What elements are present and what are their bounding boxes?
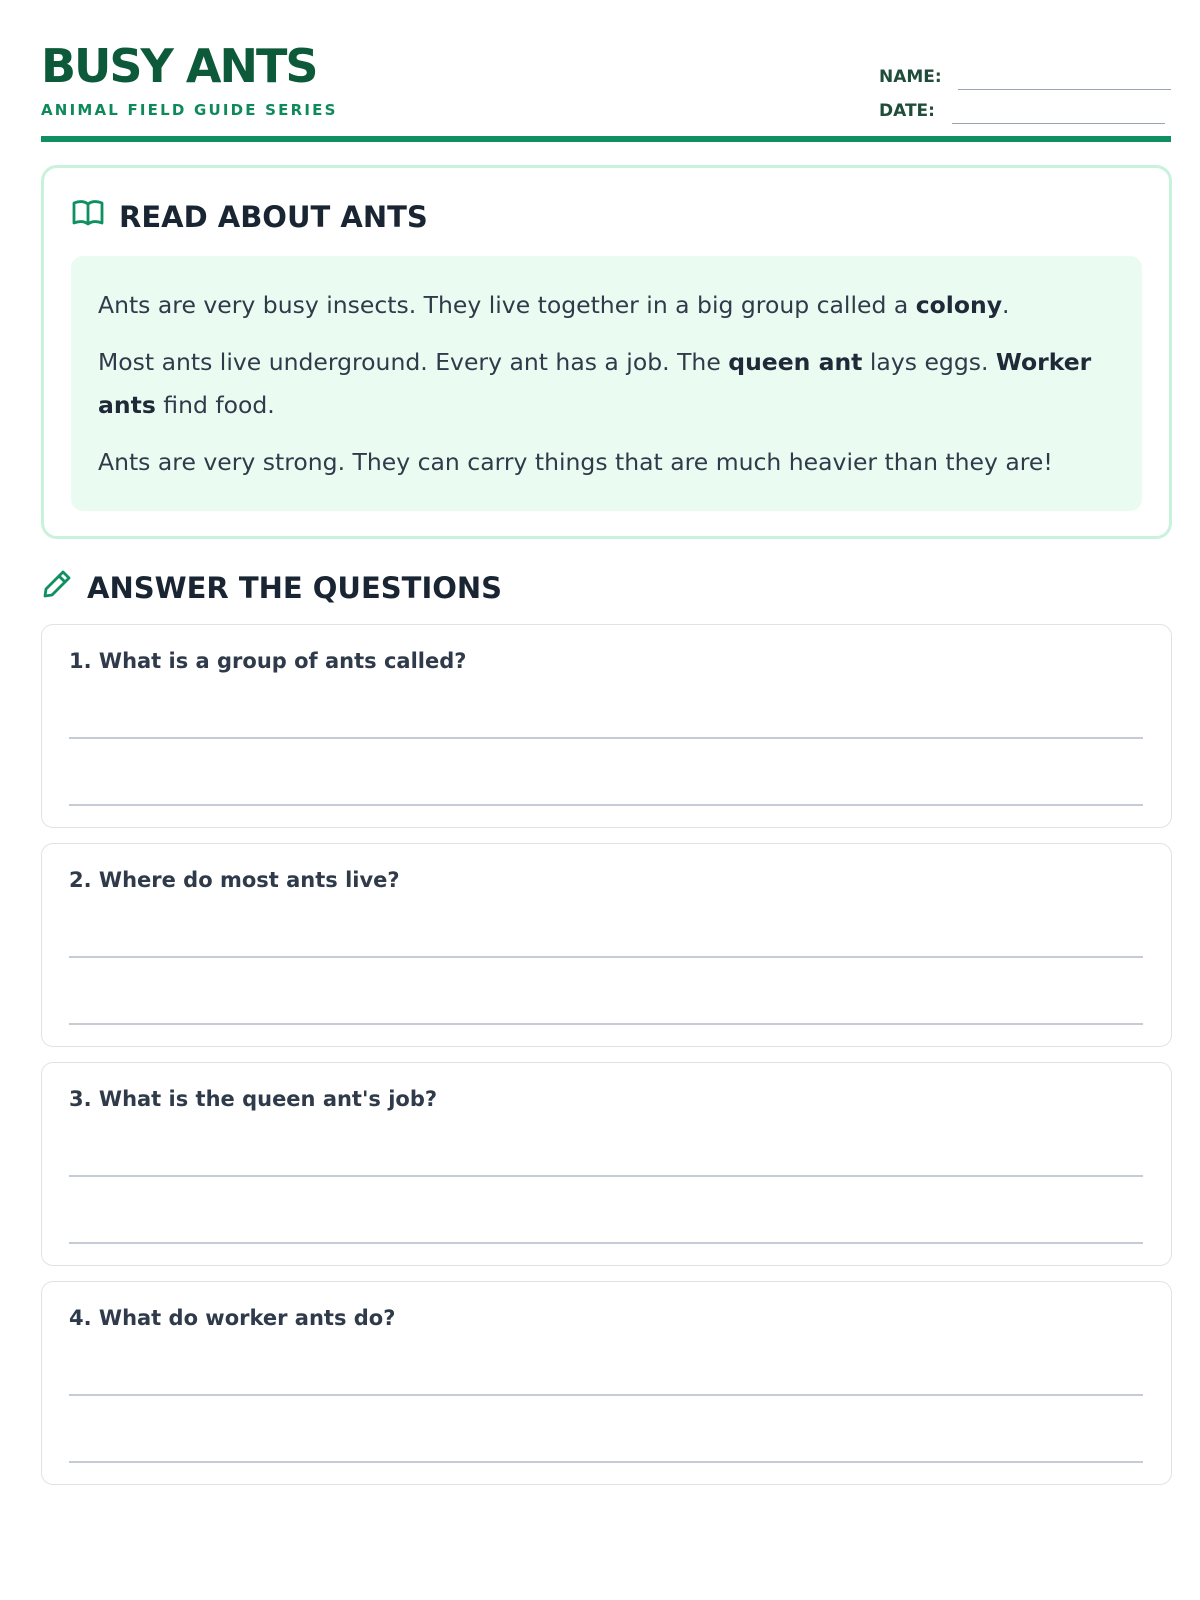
questions-heading-text: ANSWER THE QUESTIONS bbox=[87, 570, 503, 605]
question-text: 2. Where do most ants live? bbox=[69, 868, 400, 892]
p2-text: Most ants live underground. Every ant has a job. The bbox=[98, 348, 729, 376]
reading-passage bbox=[71, 256, 1142, 511]
answer-line[interactable] bbox=[69, 1242, 1143, 1244]
p2-end: find food. bbox=[155, 391, 275, 419]
keyword-worker-ants: Worker ants bbox=[98, 348, 1092, 419]
worksheet-subtitle: ANIMAL FIELD GUIDE SERIES bbox=[41, 101, 338, 119]
passage-paragraph-1 bbox=[98, 284, 1115, 327]
p1-text: Ants are very busy insects. They live together in a big group called a bbox=[98, 291, 916, 319]
date-row bbox=[879, 98, 1171, 124]
worksheet-title: BUSY ANTS bbox=[41, 39, 317, 93]
p2-middle: lays eggs. bbox=[862, 348, 996, 376]
question-text: 4. What do worker ants do? bbox=[69, 1306, 396, 1330]
worksheet-header bbox=[41, 38, 1171, 142]
answer-line[interactable] bbox=[69, 1461, 1143, 1463]
p1-end: . bbox=[1002, 291, 1010, 319]
reading-section bbox=[41, 165, 1172, 539]
answer-line[interactable] bbox=[69, 1175, 1143, 1177]
question-card-1 bbox=[41, 624, 1172, 828]
name-label: NAME: bbox=[879, 67, 942, 87]
question-card-4 bbox=[41, 1281, 1172, 1485]
open-book-icon bbox=[71, 198, 119, 235]
answer-line[interactable] bbox=[69, 956, 1143, 958]
answer-line[interactable] bbox=[69, 737, 1143, 739]
name-field[interactable] bbox=[958, 89, 1171, 90]
date-label: DATE: bbox=[879, 101, 935, 121]
questions-heading bbox=[41, 568, 502, 607]
answer-line[interactable] bbox=[69, 1023, 1143, 1025]
question-card-3 bbox=[41, 1062, 1172, 1266]
keyword-queen-ant: queen ant bbox=[728, 348, 863, 376]
passage-paragraph-2 bbox=[98, 341, 1115, 427]
name-row bbox=[879, 64, 1171, 90]
question-text: 3. What is the queen ant's job? bbox=[69, 1087, 438, 1111]
pencil-icon bbox=[41, 568, 87, 607]
reading-heading-text: READ ABOUT ANTS bbox=[119, 199, 428, 234]
question-text: 1. What is a group of ants called? bbox=[69, 649, 467, 673]
answer-line[interactable] bbox=[69, 804, 1143, 806]
reading-heading bbox=[71, 198, 428, 235]
keyword-colony: colony bbox=[915, 291, 1003, 319]
date-field[interactable] bbox=[952, 123, 1165, 124]
question-card-2 bbox=[41, 843, 1172, 1047]
answer-line[interactable] bbox=[69, 1394, 1143, 1396]
passage-paragraph-3: Ants are very strong. They can carry things that are much heavier than they are! bbox=[98, 448, 1053, 476]
